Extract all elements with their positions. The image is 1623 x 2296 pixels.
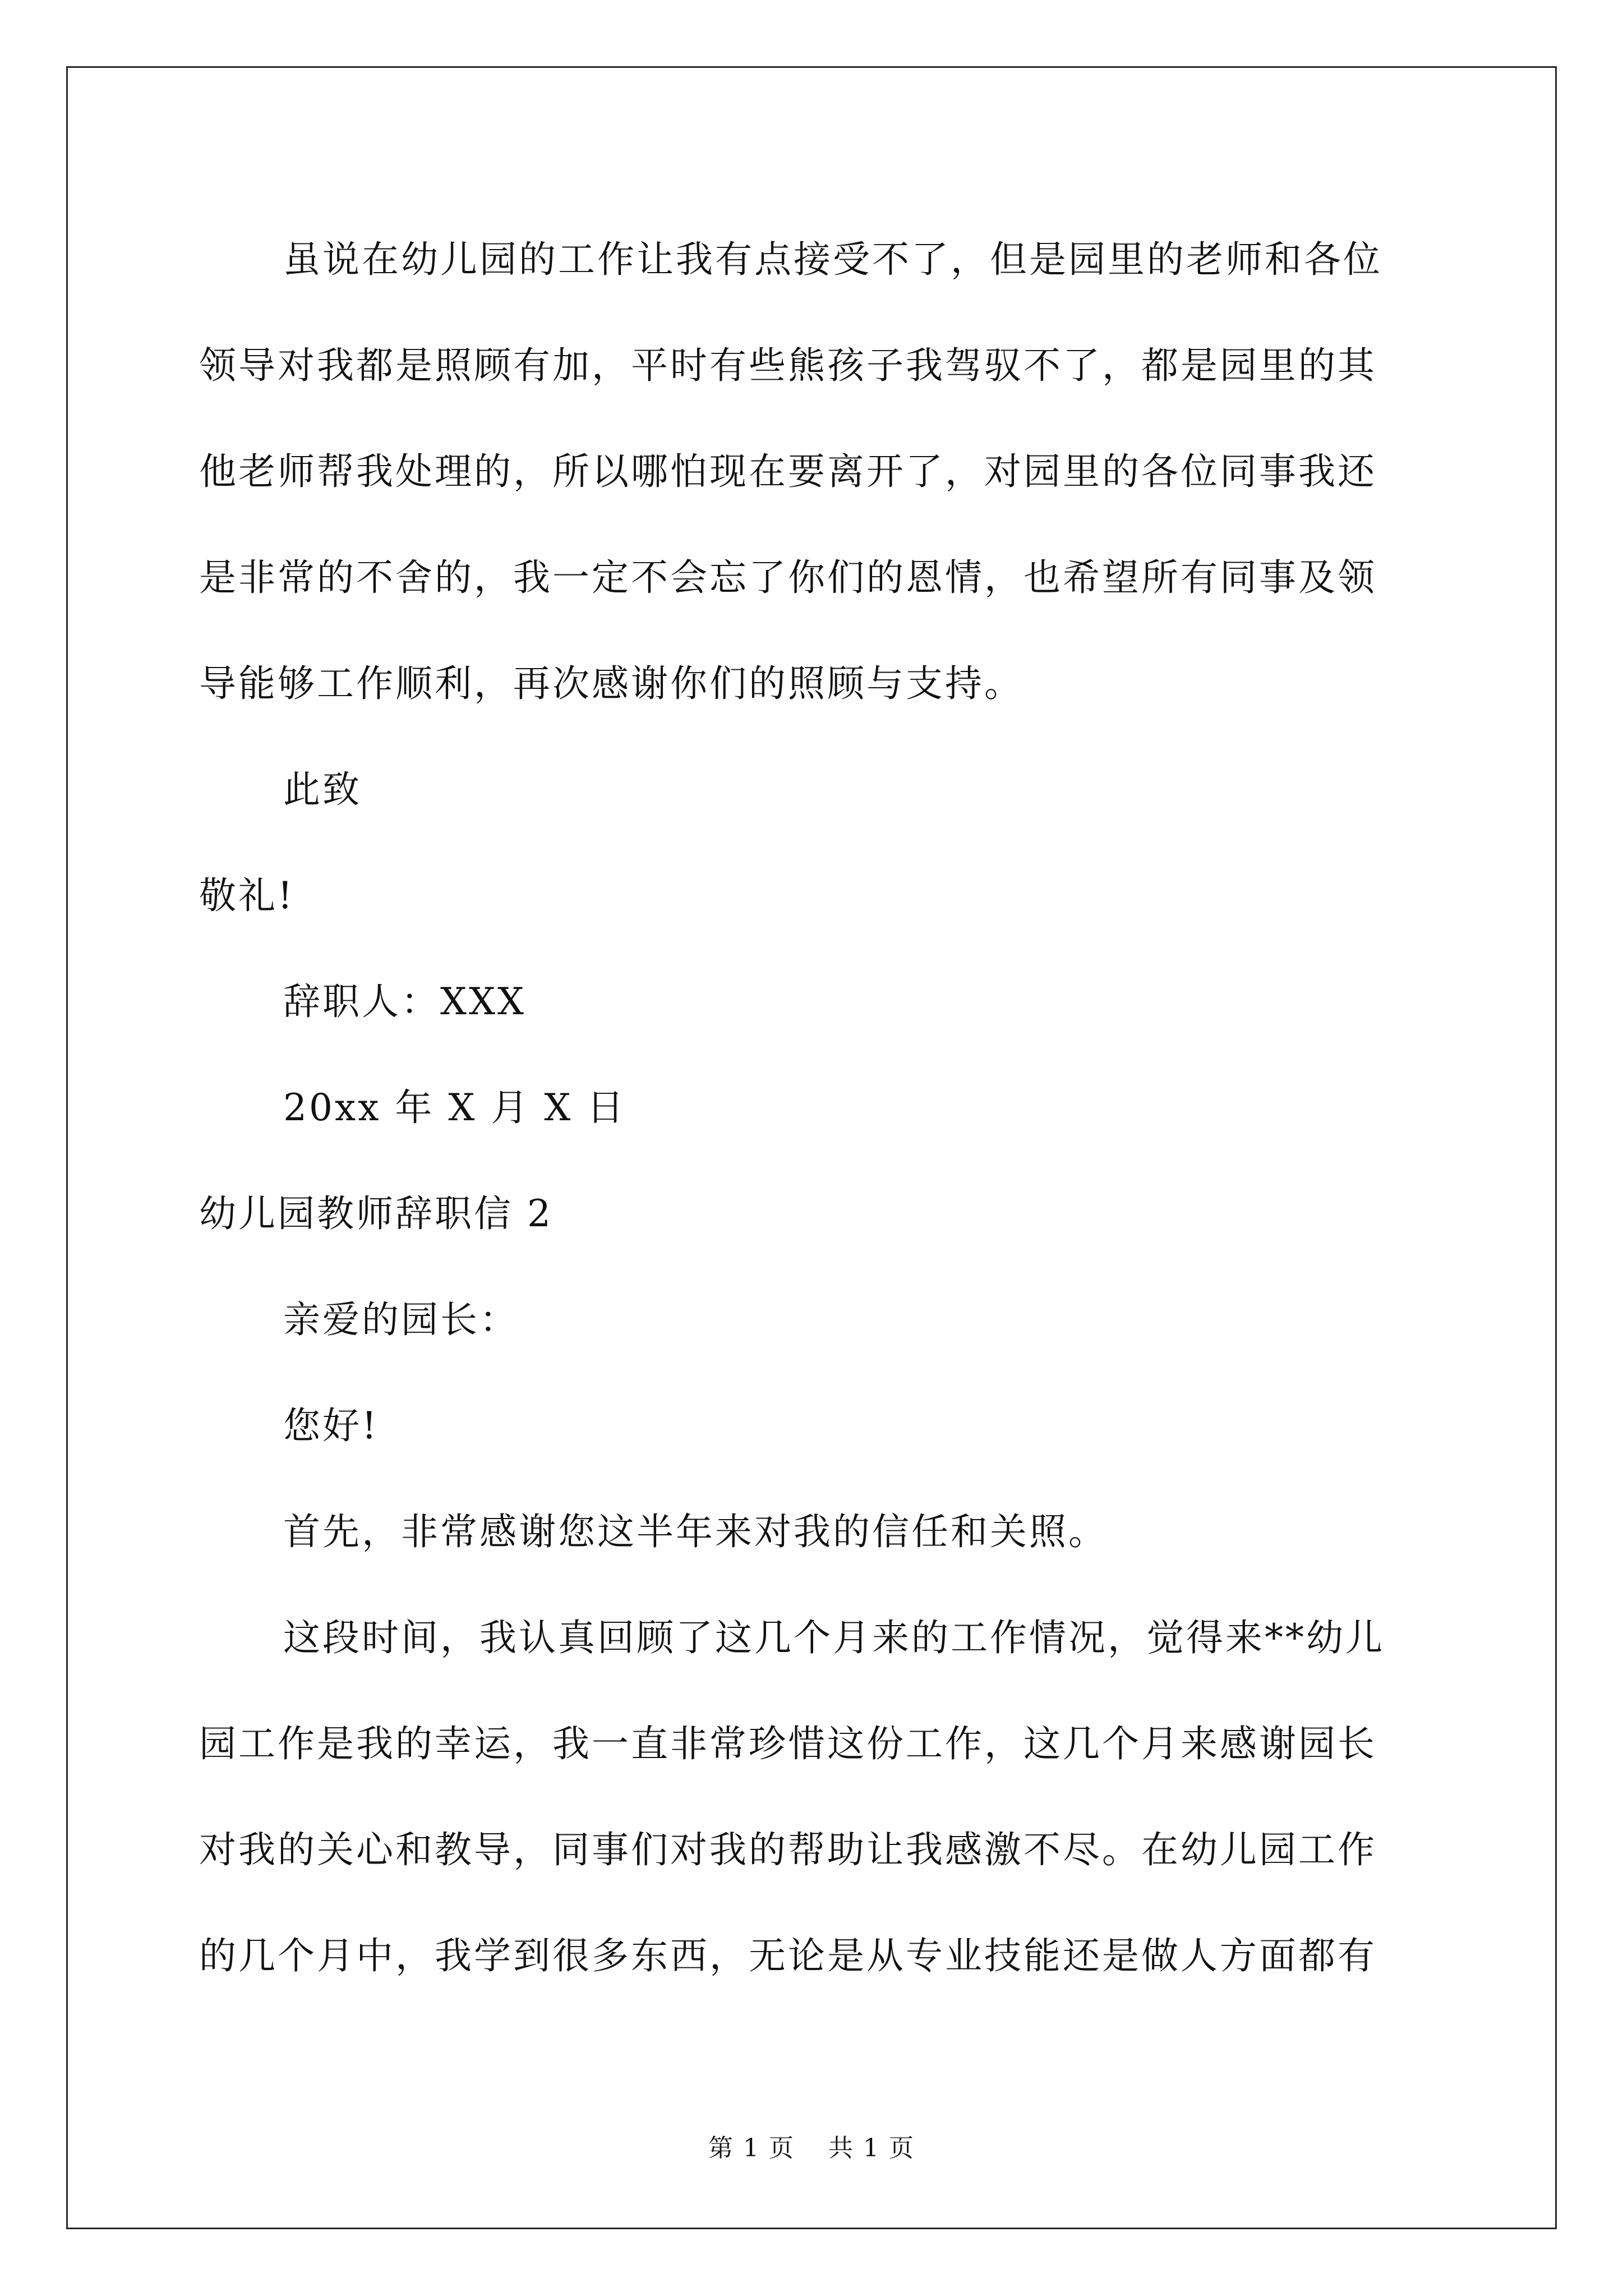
text-line-p8: 您好! [283,1404,379,1447]
text-line-p7: 亲爱的园长： [283,1298,519,1341]
text-line-p1-l1: 虽说在幼儿园的工作让我有点接受不了，但是园里的老师和各位 [283,238,1382,281]
text-line-p10-l3: 对我的关心和教导，同事们对我的帮助让我感激不尽。在幼儿园工作 [199,1828,1377,1871]
text-line-p10-l4: 的几个月中，我学到很多东西，无论是从专业技能还是做人方面都有 [199,1934,1377,1977]
text-line-p10-l1: 这段时间，我认真回顾了这几个月来的工作情况，觉得来**幼儿 [283,1616,1385,1659]
text-line-p4: 辞职人：XXX [283,980,526,1023]
text-line-p5: 20xx 年 X 月 X 日 [283,1086,626,1129]
text-line-p1-l5: 导能够工作顺利，再次感谢你们的照顾与支持。 [199,662,1023,705]
text-line-p1-l3: 他老师帮我处理的，所以哪怕现在要离开了，对园里的各位同事我还 [199,450,1377,493]
page-footer [0,2132,1623,2165]
document-body [199,206,1431,2009]
text-line-p1-l4: 是非常的不舍的，我一定不会忘了你们的恩情，也希望所有同事及领 [199,556,1377,599]
page-number-current: 第 1 页 [708,2134,795,2162]
text-line-p2: 此致 [283,768,362,811]
text-line-p9: 首先，非常感谢您这半年来对我的信任和关照。 [283,1510,1108,1553]
text-line-p1-l2: 领导对我都是照顾有加，平时有些熊孩子我驾驭不了，都是园里的其 [199,344,1377,387]
text-line-p3: 敬礼! [199,874,295,917]
text-line-p10-l2: 园工作是我的幸运，我一直非常珍惜这份工作，这几个月来感谢园长 [199,1722,1377,1765]
text-line-p6: 幼儿园教师辞职信 2 [199,1192,553,1235]
page-number-total: 共 1 页 [828,2134,915,2162]
